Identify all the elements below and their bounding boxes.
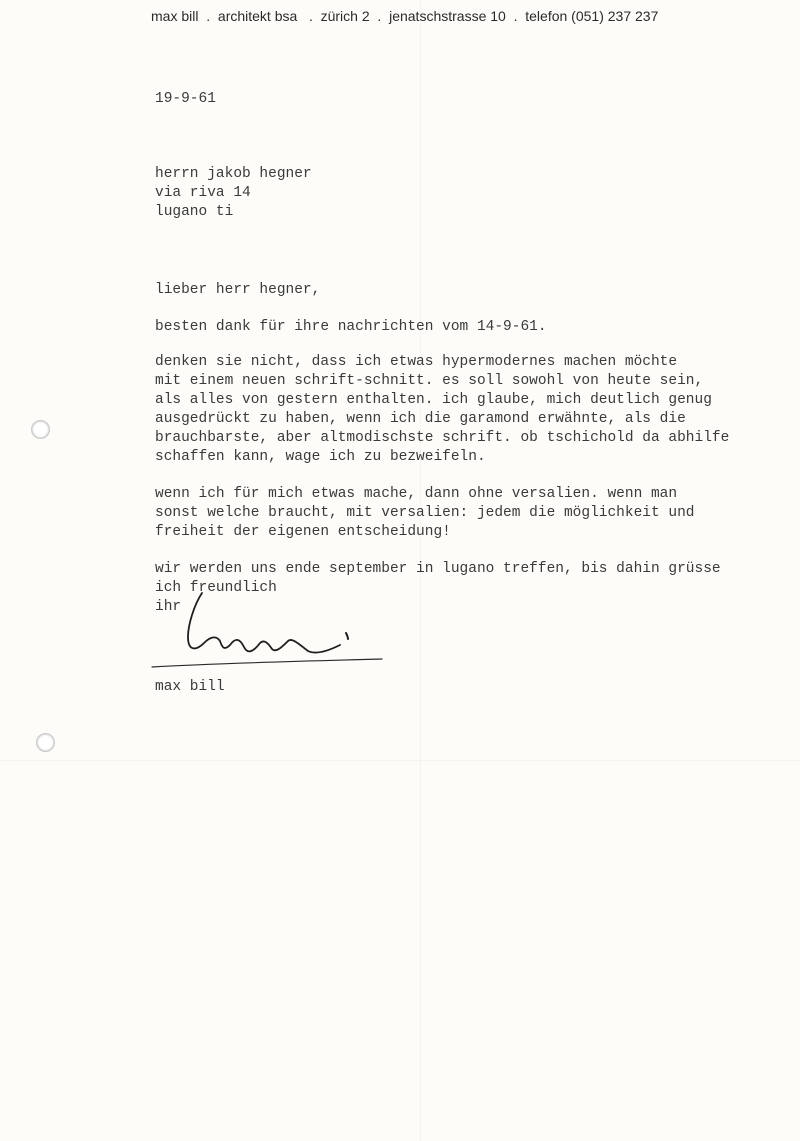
punch-hole-top [31, 420, 50, 439]
paragraph-1: besten dank für ihre nachrichten vom 14-9-61. [155, 319, 547, 335]
paragraph-2-line-2: mit einem neuen schrift-schnitt. es soll sowohl von heute sein, [155, 373, 704, 389]
recipient-street: via riva 14 [155, 185, 251, 201]
recipient-city: lugano ti [155, 204, 234, 220]
recipient-name: herrn jakob hegner [155, 166, 312, 182]
letterhead: max bill . architekt bsa . zürich 2 . jenatschstrasse 10 . telefon (051) 237 237 [151, 8, 659, 24]
paragraph-2-line-4: ausgedrückt zu haben, wenn ich die garamond erwähnte, als die [155, 411, 686, 427]
salutation: lieber herr hegner, [155, 282, 321, 298]
fold-line-horizontal [0, 760, 800, 761]
handwritten-signature [150, 585, 390, 675]
punch-hole-bottom [36, 733, 55, 752]
paragraph-2-line-3: als alles von gestern enthalten. ich glaube, mich deutlich genug [155, 392, 712, 408]
paragraph-4-line-2: ich freundlich [155, 580, 277, 596]
paragraph-3-line-3: freiheit der eigenen entscheidung! [155, 524, 451, 540]
paragraph-3-line-1: wenn ich für mich etwas mache, dann ohne versalien. wenn man [155, 486, 678, 502]
paragraph-4-line-1: wir werden uns ende september in lugano treffen, bis dahin grüsse [155, 561, 721, 577]
paragraph-2-line-1: denken sie nicht, dass ich etwas hypermodernes machen möchte [155, 354, 678, 370]
paragraph-2-line-5: brauchbarste, aber altmodischste schrift. ob tschichold da abhilfe [155, 430, 730, 446]
closing: ihr [155, 599, 182, 615]
paragraph-2-line-6: schaffen kann, wage ich zu bezweifeln. [155, 449, 486, 465]
letter-date: 19-9-61 [155, 91, 216, 107]
signature-name: max bill [155, 679, 225, 695]
paragraph-3-line-2: sonst welche braucht, mit versalien: jedem die möglichkeit und [155, 505, 695, 521]
